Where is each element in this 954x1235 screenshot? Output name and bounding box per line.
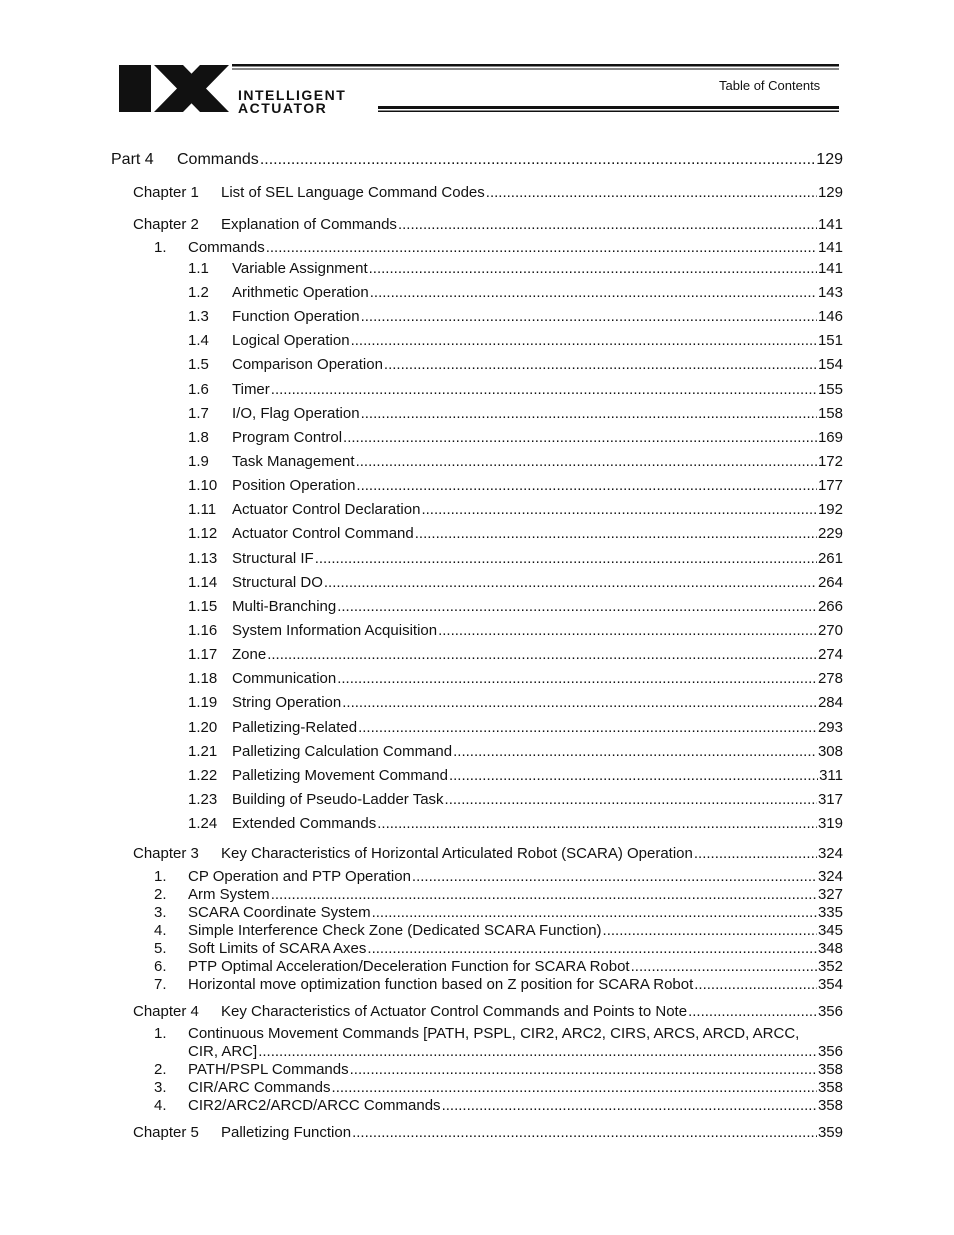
entry-title: Commands <box>188 239 265 256</box>
entry-title: Variable Assignment <box>232 260 368 277</box>
entry-number: 7. <box>154 976 167 993</box>
dot-leader <box>342 694 817 711</box>
entry-title: Multi-Branching <box>232 598 337 615</box>
entry-number: 4. <box>154 922 167 939</box>
dot-leader <box>486 184 817 201</box>
entry-page: 358 <box>817 1079 843 1096</box>
brand-line-1: INTELLIGENT <box>238 87 347 103</box>
dot-leader <box>398 216 817 233</box>
entry-page: 158 <box>817 405 843 422</box>
toc-subsection[interactable] <box>188 501 843 518</box>
entry-page: 151 <box>817 332 843 349</box>
toc-subsection[interactable] <box>188 405 843 422</box>
entry-title: Structural DO <box>232 574 323 591</box>
entry-title: Timer <box>232 381 270 398</box>
entry-title: Simple Interference Check Zone (Dedicated SCARA Function) <box>188 922 602 939</box>
dot-leader <box>351 332 817 349</box>
entry-number: 1.13 <box>188 550 218 567</box>
entry-title: Palletizing Function <box>221 1124 352 1141</box>
entry-number: 1.10 <box>188 477 218 494</box>
entry-page: 141 <box>817 216 843 233</box>
dot-leader <box>688 1003 817 1020</box>
toc-subsection[interactable] <box>188 550 843 567</box>
entry-number: 1. <box>154 1025 167 1042</box>
entry-number: 1.1 <box>188 260 209 277</box>
entry-title: SCARA Coordinate System <box>188 904 371 921</box>
toc-subsection[interactable] <box>188 477 843 494</box>
dot-leader <box>449 767 818 784</box>
page-header <box>0 0 954 130</box>
entry-title: System Information Acquisition <box>232 622 438 639</box>
entry-number: 1.15 <box>188 598 218 615</box>
entry-page: 261 <box>817 550 843 567</box>
entry-number: 3. <box>154 1079 167 1096</box>
entry-number: 1.7 <box>188 405 209 422</box>
toc-subsection[interactable] <box>188 308 843 325</box>
entry-number: 1.24 <box>188 815 218 832</box>
brand-line-2: ACTUATOR <box>238 100 328 116</box>
section-label: Table of Contents <box>719 78 821 93</box>
entry-number: 1.11 <box>188 501 217 518</box>
entry-page: 154 <box>817 356 843 373</box>
entry-number: 1.16 <box>188 622 218 639</box>
dot-leader <box>367 940 817 957</box>
entry-number: 1.21 <box>188 743 218 760</box>
entry-title: Key Characteristics of Actuator Control Commands and Points to Note <box>221 1003 688 1020</box>
dot-leader <box>337 670 817 687</box>
toc-subsection[interactable] <box>188 356 843 373</box>
toc-section[interactable] <box>154 1025 843 1042</box>
toc-subsection[interactable] <box>188 574 843 591</box>
toc-section[interactable] <box>154 1079 843 1096</box>
entry-page: 358 <box>817 1061 843 1078</box>
entry-number: 5. <box>154 940 167 957</box>
entry-number: 1.18 <box>188 670 218 687</box>
dot-leader <box>266 239 817 256</box>
entry-title: Commands <box>177 151 259 168</box>
entry-number: Part 4 <box>111 151 154 168</box>
entry-page: 324 <box>817 845 843 862</box>
entry-title: List of SEL Language Command Codes <box>221 184 485 201</box>
toc-section[interactable] <box>154 976 843 993</box>
entry-title: Palletizing Movement Command <box>232 767 448 784</box>
entry-page: 266 <box>817 598 843 615</box>
dot-leader <box>267 646 817 663</box>
toc-section[interactable] <box>154 1061 843 1078</box>
dot-leader <box>445 791 817 808</box>
dot-leader <box>332 1079 817 1096</box>
entry-number: 1.23 <box>188 791 218 808</box>
toc-subsection[interactable] <box>188 767 843 784</box>
dot-leader <box>369 260 817 277</box>
dot-leader <box>631 958 817 975</box>
ix-logo-icon <box>0 0 954 130</box>
toc-subsection[interactable] <box>188 694 843 711</box>
toc-section[interactable] <box>154 922 843 939</box>
entry-page: 177 <box>817 477 843 494</box>
entry-title: Actuator Control Command <box>232 525 414 542</box>
toc-subsection[interactable] <box>188 381 843 398</box>
toc-subsection[interactable] <box>188 719 843 736</box>
toc-chapter[interactable] <box>133 845 843 862</box>
entry-title: String Operation <box>232 694 342 711</box>
entry-page: 172 <box>817 453 843 470</box>
entry-number: 3. <box>154 904 167 921</box>
toc-section[interactable] <box>154 958 843 975</box>
entry-title: Structural IF <box>232 550 314 567</box>
entry-page: 141 <box>817 260 843 277</box>
toc-subsection[interactable] <box>188 525 843 542</box>
toc-section[interactable] <box>154 886 843 903</box>
entry-number: 6. <box>154 958 167 975</box>
dot-leader <box>271 381 817 398</box>
entry-page: 192 <box>817 501 843 518</box>
dot-leader <box>324 574 817 591</box>
entry-page: 324 <box>817 868 843 885</box>
entry-title: Communication <box>232 670 337 687</box>
entry-number: 2. <box>154 886 167 903</box>
entry-page: 278 <box>817 670 843 687</box>
entry-page: 264 <box>817 574 843 591</box>
entry-number: 1.12 <box>188 525 218 542</box>
entry-page: 359 <box>817 1124 843 1141</box>
entry-number: 1. <box>154 239 167 256</box>
dot-leader <box>352 1124 817 1141</box>
entry-number: Chapter 4 <box>133 1003 199 1020</box>
entry-number: Chapter 3 <box>133 845 199 862</box>
entry-page: 311 <box>819 767 843 784</box>
entry-page: 356 <box>817 1003 843 1020</box>
entry-title: CIR, ARC] <box>188 1043 258 1060</box>
toc-subsection[interactable] <box>188 598 843 615</box>
entry-page: 348 <box>817 940 843 957</box>
toc-subsection[interactable] <box>188 284 843 301</box>
entry-page: 155 <box>817 381 843 398</box>
entry-title: Key Characteristics of Horizontal Articulated Robot (SCARA) Operation <box>221 845 693 862</box>
entry-number: 1.14 <box>188 574 218 591</box>
toc-section[interactable] <box>154 940 843 957</box>
entry-number: 1.8 <box>188 429 209 446</box>
entry-number: 1.17 <box>188 646 218 663</box>
entry-number: 1.9 <box>188 453 209 470</box>
entry-page: 129 <box>816 151 843 168</box>
dot-leader <box>603 922 817 939</box>
entry-page: 146 <box>817 308 843 325</box>
entry-title: Palletizing-Related <box>232 719 358 736</box>
toc-chapter[interactable] <box>133 1003 843 1020</box>
toc-subsection[interactable] <box>188 622 843 639</box>
toc-subsection[interactable] <box>188 260 843 277</box>
entry-title: Explanation of Commands <box>221 216 397 233</box>
toc-section[interactable] <box>154 868 843 885</box>
entry-page: 354 <box>817 976 843 993</box>
entry-title: Arithmetic Operation <box>232 284 369 301</box>
entry-title: CP Operation and PTP Operation <box>188 868 411 885</box>
entry-page: 169 <box>817 429 843 446</box>
dot-leader <box>377 815 817 832</box>
entry-number: 1.3 <box>188 308 209 325</box>
entry-number: 1. <box>154 868 167 885</box>
toc-chapter[interactable] <box>133 216 843 233</box>
toc-subsection[interactable] <box>188 670 843 687</box>
entry-number: 1.20 <box>188 719 218 736</box>
entry-page: 308 <box>817 743 843 760</box>
dot-leader <box>361 405 817 422</box>
entry-number: 1.6 <box>188 381 209 398</box>
entry-page: 143 <box>817 284 843 301</box>
toc-subsection[interactable] <box>188 646 843 663</box>
toc-section-continued[interactable] <box>188 1043 843 1060</box>
entry-page: 284 <box>817 694 843 711</box>
entry-title: Extended Commands <box>232 815 377 832</box>
toc-subsection[interactable] <box>188 453 843 470</box>
dot-leader <box>453 743 817 760</box>
entry-page: 317 <box>817 791 843 808</box>
dot-leader <box>384 356 817 373</box>
toc-chapter[interactable] <box>133 184 843 201</box>
entry-title: Task Management <box>232 453 355 470</box>
entry-page: 356 <box>817 1043 843 1060</box>
entry-title: Actuator Control Declaration <box>232 501 421 518</box>
dot-leader <box>361 308 817 325</box>
entry-title: CIR/ARC Commands <box>188 1079 331 1096</box>
entry-number: 1.2 <box>188 284 209 301</box>
entry-number: 1.5 <box>188 356 209 373</box>
entry-page: 345 <box>817 922 843 939</box>
dot-leader <box>258 1043 817 1060</box>
dot-leader <box>442 1097 817 1114</box>
toc-section[interactable] <box>154 239 843 256</box>
entry-number: 1.22 <box>188 767 218 784</box>
dot-leader <box>356 477 817 494</box>
entry-number: Chapter 2 <box>133 216 199 233</box>
toc-section[interactable] <box>154 1097 843 1114</box>
toc-subsection[interactable] <box>188 791 843 808</box>
toc-section[interactable] <box>154 904 843 921</box>
entry-page: 141 <box>817 239 843 256</box>
entry-title: Program Control <box>232 429 343 446</box>
entry-title: Soft Limits of SCARA Axes <box>188 940 367 957</box>
entry-page: 352 <box>817 958 843 975</box>
dot-leader <box>421 501 817 518</box>
entry-title: Zone <box>232 646 267 663</box>
dot-leader <box>343 429 817 446</box>
entry-number: Chapter 5 <box>133 1124 199 1141</box>
toc-subsection[interactable] <box>188 332 843 349</box>
entry-number: 2. <box>154 1061 167 1078</box>
dot-leader <box>372 904 817 921</box>
dot-leader <box>315 550 817 567</box>
dot-leader <box>350 1061 817 1078</box>
toc-chapter[interactable] <box>133 1124 843 1141</box>
toc-subsection[interactable] <box>188 429 843 446</box>
entry-number: 1.4 <box>188 332 209 349</box>
entry-page: 293 <box>817 719 843 736</box>
entry-title: CIR2/ARC2/ARCD/ARCC Commands <box>188 1097 441 1114</box>
dot-leader <box>415 525 817 542</box>
entry-title: PTP Optimal Acceleration/Deceleration Function for SCARA Robot <box>188 958 630 975</box>
toc-subsection[interactable] <box>188 743 843 760</box>
entry-page: 358 <box>817 1097 843 1114</box>
toc-subsection[interactable] <box>188 815 843 832</box>
entry-number: 1.19 <box>188 694 218 711</box>
toc-part[interactable] <box>111 151 843 169</box>
entry-page: 274 <box>817 646 843 663</box>
entry-title: Function Operation <box>232 308 360 325</box>
entry-title: Logical Operation <box>232 332 350 349</box>
dot-leader <box>356 453 817 470</box>
dot-leader <box>358 719 817 736</box>
dot-leader <box>694 845 817 862</box>
entry-title: Palletizing Calculation Command <box>232 743 453 760</box>
entry-page: 229 <box>817 525 843 542</box>
entry-page: 327 <box>817 886 843 903</box>
dot-leader <box>438 622 817 639</box>
dot-leader <box>260 151 815 169</box>
entry-title: I/O, Flag Operation <box>232 405 360 422</box>
entry-title: Horizontal move optimization function based on Z position for SCARA Robot <box>188 976 694 993</box>
entry-title: PATH/PSPL Commands <box>188 1061 349 1078</box>
entry-page: 129 <box>817 184 843 201</box>
entry-page: 319 <box>817 815 843 832</box>
entry-number: 4. <box>154 1097 167 1114</box>
dot-leader <box>694 976 817 993</box>
entry-title: Arm System <box>188 886 270 903</box>
dot-leader <box>412 868 817 885</box>
entry-title: Comparison Operation <box>232 356 383 373</box>
dot-leader <box>271 886 817 903</box>
entry-title: Position Operation <box>232 477 356 494</box>
entry-number: Chapter 1 <box>133 184 199 201</box>
entry-title: Continuous Movement Commands [PATH, PSPL, CIR2, ARC2, CIRS, ARCS, ARCD, ARCC, <box>188 1025 800 1042</box>
dot-leader <box>337 598 817 615</box>
entry-title: Building of Pseudo-Ladder Task <box>232 791 444 808</box>
entry-page: 335 <box>817 904 843 921</box>
entry-page: 270 <box>817 622 843 639</box>
dot-leader <box>370 284 817 301</box>
